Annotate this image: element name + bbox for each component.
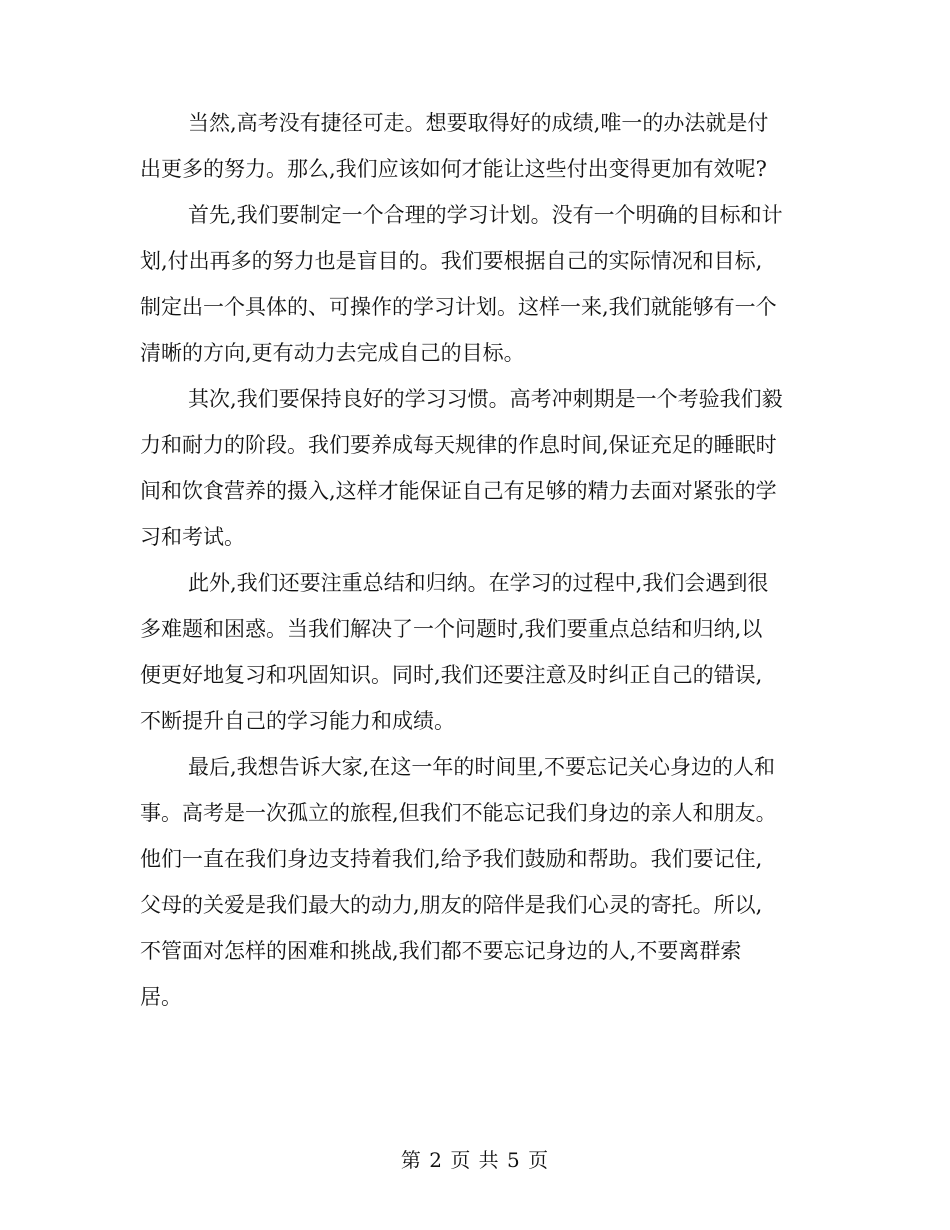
text-line: 多难题和困惑。当我们解决了一个问题时,我们要重点总结和归纳,以: [140, 617, 763, 641]
text-line: 清晰的方向,更有动力去完成自己的目标。: [140, 341, 525, 365]
text-line: 不断提升自己的学习能力和成绩。: [140, 709, 455, 733]
text-line: 最后,我想告诉大家,在这一年的时间里,不要忘记关心身边的人和: [188, 755, 776, 779]
text-line: 居。: [140, 985, 182, 1009]
page-footer: 第 2 页 共 5 页: [400, 1148, 550, 1172]
body-text: [140, 100, 815, 1020]
text-line: 他们一直在我们身边支持着我们,给予我们鼓励和帮助。我们要记住,: [140, 847, 763, 871]
paragraph-3: [140, 376, 815, 560]
text-line: 间和饮食营养的摄入,这样才能保证自己有足够的精力去面对紧张的学: [140, 479, 777, 503]
text-line: 其次,我们要保持良好的学习习惯。高考冲刺期是一个考验我们毅: [188, 387, 783, 411]
text-line: 当然,高考没有捷径可走。想要取得好的成绩,唯一的办法就是付: [188, 111, 769, 135]
text-line: 首先,我们要制定一个合理的学习计划。没有一个明确的目标和计: [188, 203, 783, 227]
text-line: 不管面对怎样的困难和挑战,我们都不要忘记身边的人,不要离群索: [140, 939, 742, 963]
text-line: 此外,我们还要注重总结和归纳。在学习的过程中,我们会遇到很: [188, 571, 769, 595]
text-line: 习和考试。: [140, 525, 245, 549]
text-line: 事。高考是一次孤立的旅程,但我们不能忘记我们身边的亲人和朋友。: [140, 801, 777, 825]
text-line: 出更多的努力。那么,我们应该如何才能让这些付出变得更加有效呢?: [140, 157, 767, 181]
text-line: 父母的关爱是我们最大的动力,朋友的陪伴是我们心灵的寄托。所以,: [140, 893, 763, 917]
text-line: 便更好地复习和巩固知识。同时,我们还要注意及时纠正自己的错误,: [140, 663, 763, 687]
text-line: 力和耐力的阶段。我们要养成每天规律的作息时间,保证充足的睡眠时: [140, 433, 777, 457]
paragraph-5: [140, 744, 815, 1020]
paragraph-4: [140, 560, 815, 744]
paragraph-1: [140, 100, 815, 192]
text-line: 划,付出再多的努力也是盲目的。我们要根据自己的实际情况和目标,: [140, 249, 763, 273]
text-line: 制定出一个具体的、可操作的学习计划。这样一来,我们就能够有一个: [140, 295, 777, 319]
paragraph-2: [140, 192, 815, 376]
